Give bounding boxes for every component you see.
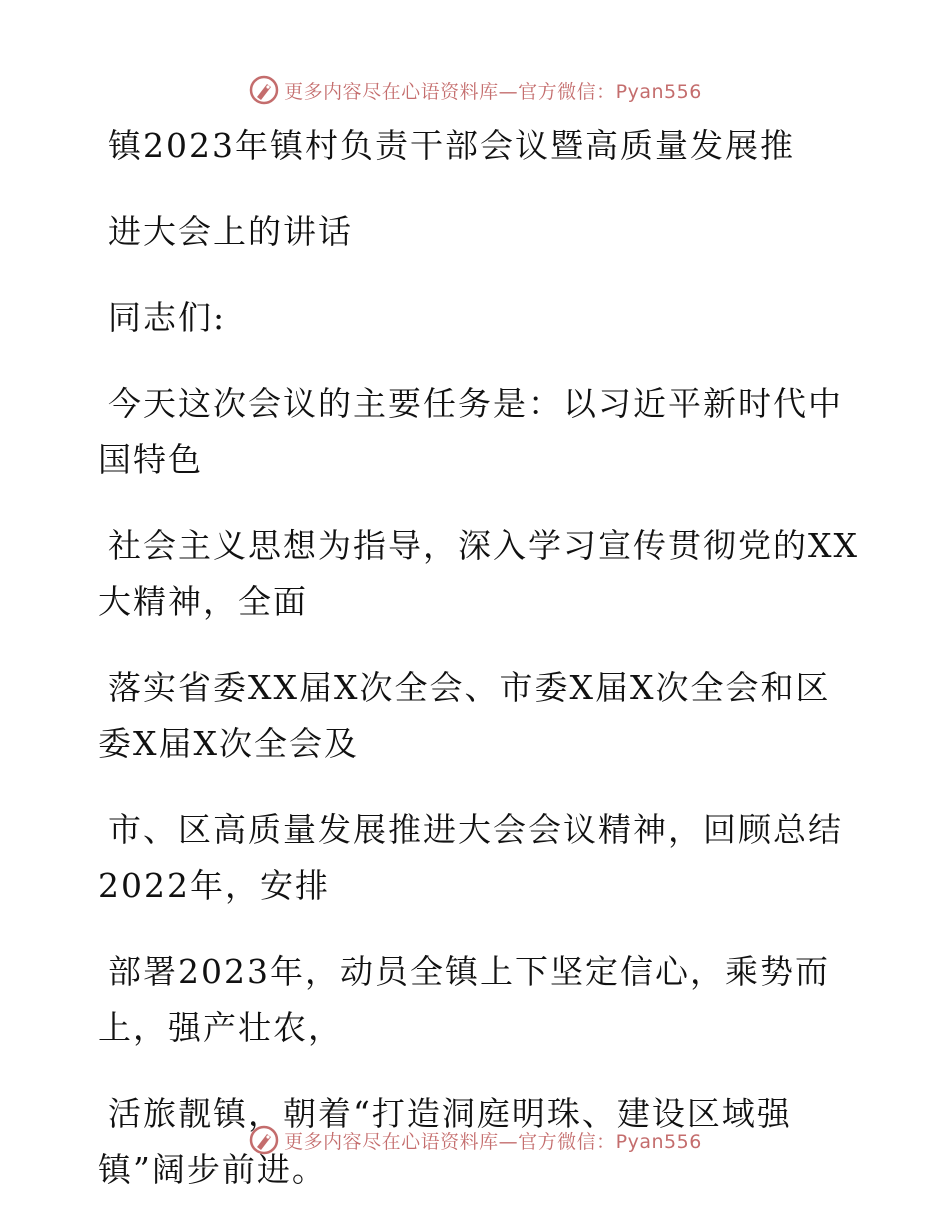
document-title-line-1: 镇2023年镇村负责干部会议暨高质量发展推 <box>108 126 795 165</box>
salutation: 同志们: <box>108 298 227 337</box>
paragraph-line: 活旅靓镇，朝着“打造洞庭明珠、建设区域强 <box>108 1094 792 1133</box>
pen-nib-circle-icon <box>248 1124 280 1156</box>
paragraph <box>98 660 858 772</box>
paragraph-line: 上，强产壮农， <box>98 1008 343 1047</box>
paragraph <box>98 802 858 914</box>
watermark-text: 更多内容尽在心语资料库—官方微信：Pyan556 <box>284 1130 702 1153</box>
paragraph <box>98 944 858 1056</box>
paragraph-line: 国特色 <box>98 440 203 479</box>
pen-nib-circle-icon <box>248 74 280 106</box>
paragraph-line: 今天这次会议的主要任务是：以习近平新时代中 <box>108 384 843 423</box>
document-body <box>98 118 858 1198</box>
paragraph-line: 2022年，安排 <box>98 866 330 905</box>
paragraph <box>98 518 858 630</box>
paragraph-line: 镇”阔步前进。 <box>98 1150 327 1189</box>
header-watermark <box>0 70 950 110</box>
footer-watermark <box>0 1120 950 1160</box>
paragraph-line: 委X届X次全会及 <box>98 724 359 763</box>
paragraph-line: 社会主义思想为指导，深入学习宣传贯彻党的XX <box>108 526 859 565</box>
paragraph-line: 大精神，全面 <box>98 582 308 621</box>
document-title-line-2: 进大会上的讲话 <box>108 212 353 251</box>
paragraph-line: 部署2023年，动员全镇上下坚定信心，乘势而 <box>108 952 830 991</box>
watermark-text: 更多内容尽在心语资料库—官方微信：Pyan556 <box>284 80 702 103</box>
paragraph <box>98 376 858 488</box>
paragraph-line: 落实省委XX届X次全会、市委X届X次全会和区 <box>108 668 831 707</box>
paragraph-line: 市、区高质量发展推进大会会议精神，回顾总结 <box>108 810 843 849</box>
